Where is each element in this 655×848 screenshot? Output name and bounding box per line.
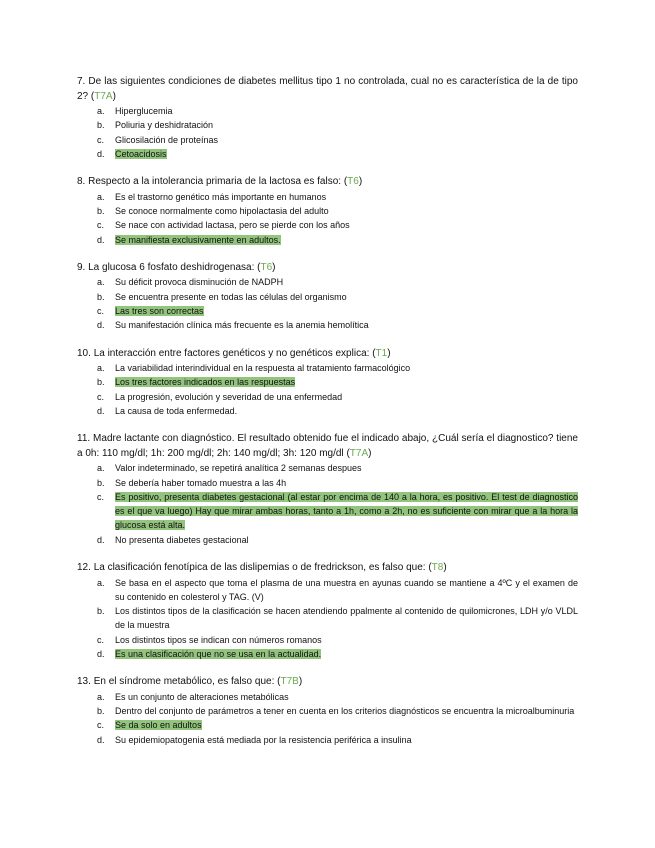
- question-number: 10.: [77, 347, 91, 359]
- answer-option: [77, 275, 578, 289]
- option-letter: c.: [97, 634, 105, 645]
- topic-tag-label: T7A: [349, 447, 369, 459]
- option-text: Su manifestación clínica más frecuente es la anemia hemolítica: [115, 320, 369, 331]
- topic-tag: (T8): [428, 562, 447, 574]
- option-letter: a.: [97, 277, 105, 288]
- question-text: La glucosa 6 fosfato deshidrogenasa:: [88, 261, 255, 273]
- answer-option: [77, 704, 578, 718]
- option-text: La variabilidad interindividual en la respuesta al tratamiento farmacológico: [115, 363, 411, 374]
- correct-answer-highlight: Es positivo, presenta diabetes gestacional (al estar por encima de 140 a la hora, es positivo. El test de diagnostico es el que va luego) Hay que mirar ambas horas, tanto a 1h, como a 2h, no es suficiente con mirar que a la hora la glucosa está alta.: [115, 491, 578, 531]
- option-letter: a.: [97, 463, 105, 474]
- option-letter: d.: [97, 734, 105, 745]
- question-text: En el síndrome metabólico, es falso que:: [93, 676, 275, 688]
- option-letter: b.: [97, 606, 105, 617]
- topic-tag: (T6): [343, 176, 363, 188]
- question-11: [77, 432, 578, 547]
- option-letter: d.: [97, 148, 105, 159]
- question-number: 11.: [77, 433, 91, 445]
- question-text: La clasificación fenotípica de las dislipemias o de fredrickson, es falso que:: [93, 562, 426, 574]
- question-number: 8.: [77, 176, 86, 188]
- option-letter: a.: [97, 577, 105, 588]
- option-letter: c.: [97, 220, 105, 231]
- option-letter: d.: [97, 649, 105, 660]
- answer-option: [77, 218, 578, 232]
- question-9: [77, 261, 578, 333]
- question-number: 7.: [77, 76, 86, 87]
- question-number: 13.: [77, 676, 91, 688]
- option-text: Poliuria y deshidratación: [115, 120, 214, 131]
- option-text: Se nace con actividad lactasa, pero se pierde con los años: [115, 220, 350, 231]
- answer-option: [77, 118, 578, 132]
- option-text: No presenta diabetes gestacional: [115, 534, 249, 545]
- topic-tag-label: T6: [260, 261, 273, 273]
- option-letter: a.: [97, 191, 105, 202]
- question-10: [77, 347, 578, 419]
- correct-answer-highlight: Las tres son correctas: [115, 305, 204, 316]
- answer-option: [77, 390, 578, 404]
- answer-options: [77, 461, 578, 547]
- option-letter: b.: [97, 205, 105, 216]
- option-letter: c.: [97, 491, 105, 502]
- option-letter: c.: [97, 391, 105, 402]
- question-stem: [77, 175, 578, 190]
- question-text: De las siguientes condiciones de diabetes mellitus tipo 1 no controlada, cual no es característica de la de tipo 2?: [77, 76, 578, 102]
- option-letter: b.: [97, 120, 105, 131]
- question-number: 9.: [77, 261, 86, 273]
- answer-options: [77, 576, 578, 662]
- question-7: [77, 75, 578, 161]
- question-text: La interacción entre factores genéticos y no genéticos explica:: [93, 347, 370, 359]
- question-12: [77, 561, 578, 661]
- option-letter: c.: [97, 134, 105, 145]
- answer-option: [77, 133, 578, 147]
- answer-option: [77, 533, 578, 547]
- option-letter: d.: [97, 320, 105, 331]
- option-letter: d.: [97, 534, 105, 545]
- correct-answer-highlight: Se da solo en adultos: [115, 720, 202, 731]
- option-text: Los distintos tipos se indican con números romanos: [115, 634, 322, 645]
- option-text: Valor indeterminado, se repetirá analítica 2 semanas despues: [115, 463, 362, 474]
- topic-tag: (T6): [257, 261, 276, 273]
- answer-options: [77, 361, 578, 418]
- option-text: Se conoce normalmente como hipolactasia del adulto: [115, 205, 329, 216]
- topic-tag: (T1): [372, 347, 391, 359]
- question-text: Respecto a la intolerancia primaria de la lactosa es falso:: [88, 176, 342, 188]
- option-text: Su déficit provoca disminución de NADPH: [115, 277, 284, 288]
- answer-option: [77, 361, 578, 375]
- option-text: Es un conjunto de alteraciones metabólicas: [115, 691, 289, 702]
- answer-option: [77, 647, 578, 661]
- answer-option: [77, 576, 578, 605]
- option-letter: d.: [97, 234, 105, 245]
- option-text: Dentro del conjunto de parámetros a tener en cuenta en los criterios diagnósticos se encuentra la microalbuminuria: [115, 706, 575, 717]
- correct-answer-highlight: Se manifiesta exclusivamente en adultos.: [115, 234, 281, 245]
- question-stem: [77, 75, 578, 104]
- answer-option: [77, 633, 578, 647]
- option-text: Es el trastorno genético más importante en humanos: [115, 191, 327, 202]
- question-list: [77, 75, 578, 761]
- answer-option: [77, 304, 578, 318]
- answer-option: [77, 733, 578, 747]
- option-text: Su epidemiopatogenia está mediada por la resistencia periférica a insulina: [115, 734, 412, 745]
- answer-options: [77, 275, 578, 332]
- answer-option: [77, 690, 578, 704]
- answer-options: [77, 690, 578, 747]
- option-letter: b.: [97, 291, 105, 302]
- option-letter: a.: [97, 363, 105, 374]
- answer-options: [77, 104, 578, 161]
- answer-option: [77, 476, 578, 490]
- question-stem: [77, 675, 578, 690]
- answer-option: [77, 404, 578, 418]
- option-letter: b.: [97, 377, 105, 388]
- question-stem: [77, 261, 578, 276]
- topic-tag-label: T7B: [280, 676, 299, 688]
- answer-option: [77, 718, 578, 732]
- option-text: La progresión, evolución y severidad de una enfermedad: [115, 391, 343, 402]
- answer-option: [77, 204, 578, 218]
- correct-answer-highlight: Es una clasificación que no se usa en la actualidad.: [115, 649, 322, 660]
- question-8: [77, 175, 578, 247]
- option-text: Hiperglucemia: [115, 106, 173, 116]
- option-text: Se basa en el aspecto que toma el plasma de una muestra en ayunas cuando se mantiene a 4ºC y el examen de su contenido en colesterol y TAG. (V): [115, 577, 578, 602]
- topic-tag: (T7A): [346, 447, 372, 459]
- answer-options: [77, 190, 578, 247]
- option-letter: d.: [97, 405, 105, 416]
- correct-answer-highlight: Cetoacidosis: [115, 148, 167, 159]
- answer-option: [77, 104, 578, 118]
- question-stem: [77, 347, 578, 362]
- option-text: Se debería haber tomado muestra a las 4h: [115, 477, 287, 488]
- topic-tag-label: T1: [375, 347, 388, 359]
- topic-tag: (T7A): [90, 90, 116, 102]
- option-letter: c.: [97, 305, 105, 316]
- question-text: Madre lactante con diagnóstico. El resultado obtenido fue el indicado abajo, ¿Cuál sería el diagnostico? tiene a 0h: 110 mg/dl; 1h: 200 mg/dl; 2h: 140 mg/dl; 3h: 120 mg/dl: [77, 433, 578, 459]
- answer-option: [77, 147, 578, 161]
- option-text: Se encuentra presente en todas las células del organismo: [115, 291, 347, 302]
- option-letter: b.: [97, 477, 105, 488]
- answer-option: [77, 233, 578, 247]
- topic-tag-label: T8: [431, 562, 444, 574]
- question-stem: [77, 432, 578, 461]
- answer-option: [77, 290, 578, 304]
- option-letter: a.: [97, 691, 105, 702]
- answer-option: [77, 461, 578, 475]
- option-letter: c.: [97, 720, 105, 731]
- option-text: La causa de toda enfermedad.: [115, 405, 238, 416]
- option-letter: b.: [97, 706, 105, 717]
- answer-option: [77, 604, 578, 633]
- question-number: 12.: [77, 562, 91, 574]
- topic-tag-label: T7A: [94, 90, 113, 102]
- correct-answer-highlight: Los tres factores indicados en las respuestas: [115, 377, 296, 388]
- option-letter: a.: [97, 106, 105, 116]
- topic-tag-label: T6: [347, 176, 359, 188]
- question-stem: [77, 561, 578, 576]
- option-text: Los distintos tipos de la clasificación se hacen atendiendo ppalmente al contenido de quilomicrones, LDH y/o VLDL de la muestra: [115, 606, 578, 631]
- question-13: [77, 675, 578, 747]
- answer-option: [77, 190, 578, 204]
- answer-option: [77, 375, 578, 389]
- option-text: Glicosilación de proteínas: [115, 134, 219, 145]
- answer-option: [77, 318, 578, 332]
- answer-option: [77, 490, 578, 533]
- topic-tag: (T7B): [277, 676, 303, 688]
